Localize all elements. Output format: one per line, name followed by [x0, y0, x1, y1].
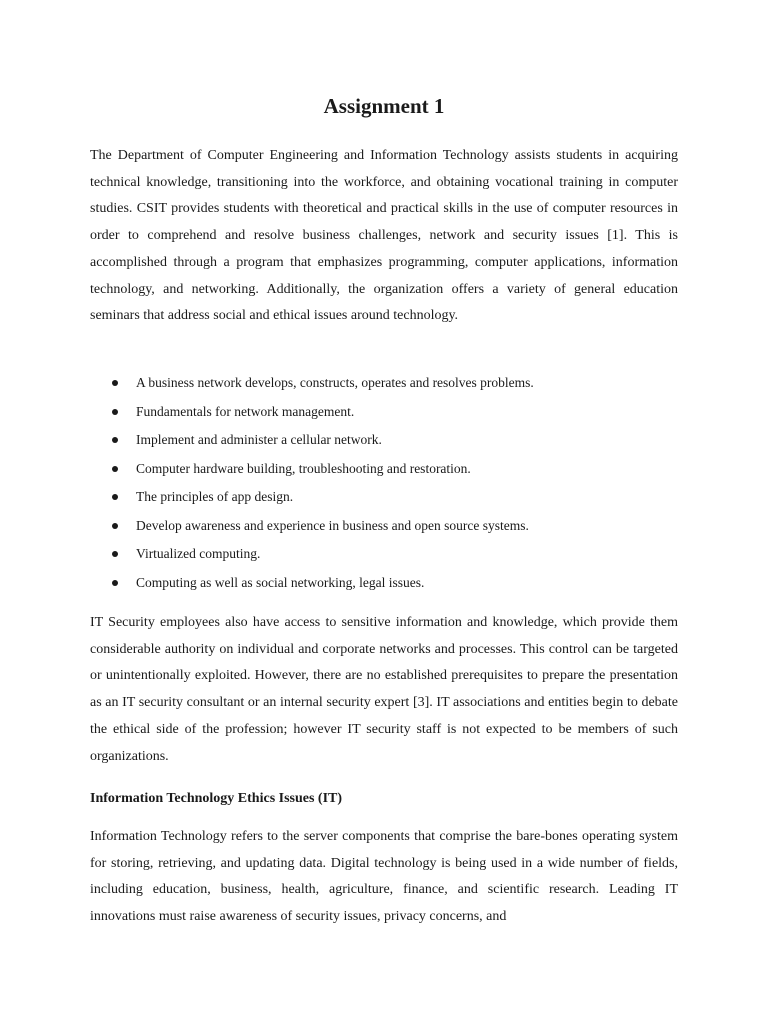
list-item — [90, 398, 678, 427]
list-item — [90, 455, 678, 484]
list-item-text: Implement and administer a cellular network. — [136, 432, 382, 447]
bullet-icon — [112, 437, 118, 443]
list-item — [90, 569, 678, 598]
list-item — [90, 512, 678, 541]
section-heading: Information Technology Ethics Issues (IT) — [90, 791, 343, 806]
bullet-icon — [112, 409, 118, 415]
bullet-icon — [112, 580, 118, 586]
bullet-icon — [112, 494, 118, 500]
list-item-text: Computer hardware building, troubleshooting and restoration. — [136, 460, 471, 476]
ethics-paragraph: Information Technology refers to the server components that comprise the bare-bones operating system for storing, retrieving, and updating data. Digital technology is being used in a wide number of fields, including education, business, health, agriculture, finance, and scientific research. Leading IT innovations must raise awareness of security issues, privacy concerns, and — [90, 829, 678, 925]
bullet-list — [90, 369, 678, 597]
list-item-text: Virtualized computing. — [136, 546, 261, 561]
list-item — [90, 483, 678, 512]
list-item-text: Computing as well as social networking, legal issues. — [136, 574, 425, 590]
bullet-icon — [112, 380, 118, 386]
list-item — [90, 540, 678, 569]
list-item-text: The principles of app design. — [136, 489, 294, 504]
bullet-icon — [112, 523, 118, 529]
list-item-text: A business network develops, constructs, operates and resolves problems. — [136, 375, 534, 390]
list-item — [90, 426, 678, 455]
document-title: Assignment 1 — [323, 94, 445, 118]
intro-paragraph: The Department of Computer Engineering and Information Technology assists students in acquiring technical knowledge, transitioning into the workforce, and obtaining vocational training in computer studies. CSIT provides students with theoretical and practical skills in the use of computer resources in order to comprehend and resolve business challenges, network and security issues [1]. This is accomplished through a program that emphasizes programming, computer applications, information technology, and networking. Additionally, the organization offers a variety of general education seminars that address social and ethical issues around technology. — [90, 148, 678, 324]
bullet-icon — [112, 466, 118, 472]
list-item — [90, 369, 678, 398]
security-paragraph: IT Security employees also have access to sensitive information and knowledge, which provide them considerable authority on individual and corporate networks and processes. This control can be targeted or unintentionally exploited. However, there are no established prerequisites to prepare the presentation as an IT security consultant or an internal security expert [3]. IT associations and entities begin to debate the ethical side of the profession; however IT security staff is not expected to be members of such organizations. — [90, 615, 678, 764]
list-item-text: Fundamentals for network management. — [136, 403, 355, 419]
list-item-text: Develop awareness and experience in business and open source systems. — [136, 517, 529, 533]
bullet-icon — [112, 551, 118, 557]
